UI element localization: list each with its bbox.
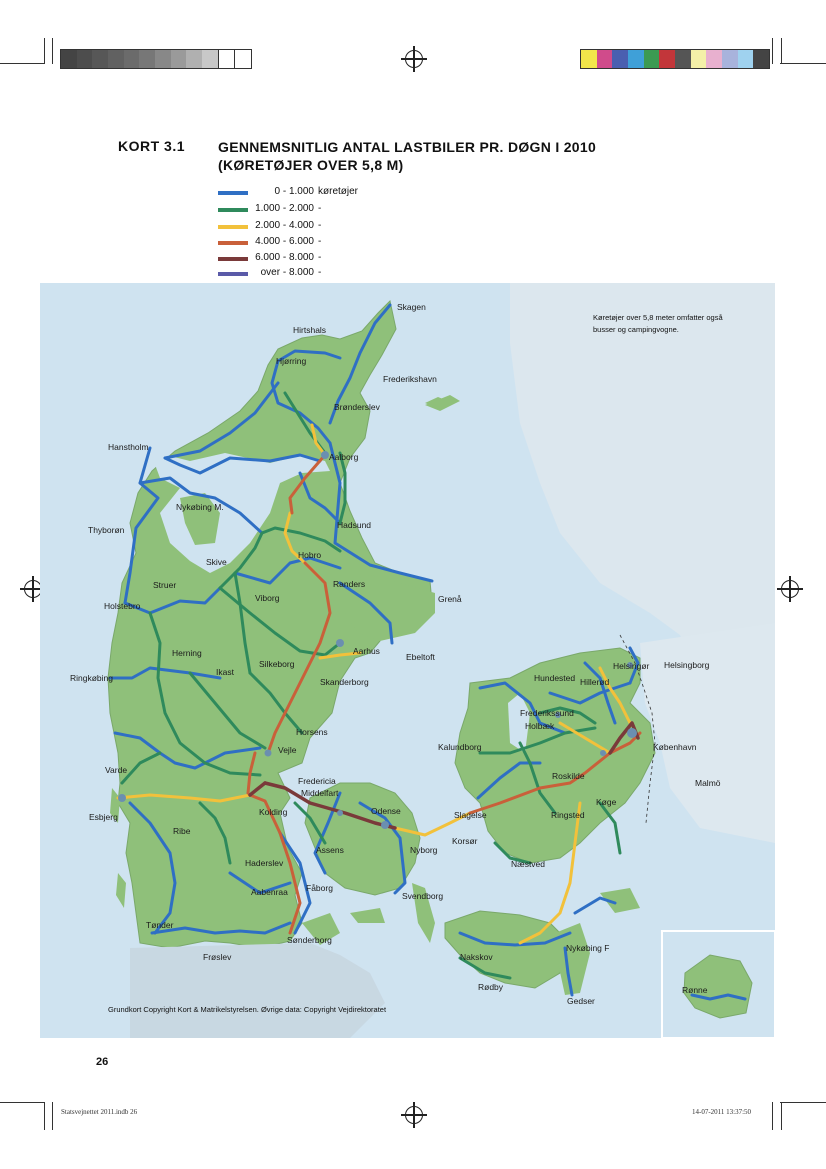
legend-swatch: [218, 225, 248, 229]
legend-unit: køretøjer: [318, 186, 358, 197]
place-fredericia: Fredericia: [298, 776, 336, 786]
place-kobenhavn: København: [653, 742, 697, 752]
legend-swatch: [218, 257, 248, 261]
legend-unit: -: [318, 236, 322, 247]
place-aarhus: Aarhus: [353, 646, 380, 656]
place-kolding: Kolding: [259, 807, 288, 817]
color-bar: [580, 49, 770, 69]
legend-range: 4.000 - 6.000: [255, 236, 314, 247]
legend-range: 6.000 - 8.000: [255, 252, 314, 263]
grayscale-bar: [60, 49, 252, 69]
place-svendborg: Svendborg: [402, 891, 444, 901]
place-grena: Grenå: [438, 594, 462, 604]
place-helsingborg: Helsingborg: [664, 660, 710, 670]
place-rodby: Rødby: [478, 982, 504, 992]
footer-file: Statsvejnettet 2011.indb 26: [61, 1108, 138, 1116]
map-title-line2: (KØRETØJER OVER 5,8 M): [218, 157, 404, 173]
place-roskilde: Roskilde: [552, 771, 585, 781]
place-frederikssund: Frederikssund: [520, 708, 574, 718]
place-hirtshals: Hirtshals: [293, 325, 327, 335]
place-gedser: Gedser: [567, 996, 595, 1006]
place-horsens: Horsens: [296, 727, 328, 737]
legend-unit: -: [318, 252, 322, 263]
place-skive: Skive: [206, 557, 227, 567]
place-froslev: Frøslev: [203, 952, 232, 962]
place-ringkobing: Ringkøbing: [70, 673, 113, 683]
place-aabenraa: Aabenraa: [251, 887, 288, 897]
place-thyboron: Thyborøn: [88, 525, 125, 535]
place-odense: Odense: [371, 806, 401, 816]
place-ringsted: Ringsted: [551, 810, 585, 820]
place-malmo: Malmö: [695, 778, 721, 788]
legend-swatch: [218, 208, 248, 212]
legend-range: over - 8.000: [260, 267, 314, 278]
place-bronderslev: Brønderslev: [334, 402, 380, 412]
place-hillerod: Hillerød: [580, 677, 610, 687]
place-ronne: Rønne: [682, 985, 708, 995]
place-hanstholm: Hanstholm: [108, 442, 149, 452]
place-nyborg: Nyborg: [410, 845, 438, 855]
place-esbjerg: Esbjerg: [89, 812, 118, 822]
place-tonder: Tønder: [146, 920, 174, 930]
place-nykobing-f: Nykøbing F: [566, 943, 610, 953]
registration-mark-top: [405, 50, 423, 68]
place-holstebro: Holstebro: [104, 601, 141, 611]
map-title: [218, 138, 596, 174]
legend-range: 1.000 - 2.000: [255, 203, 314, 214]
map-note-line2: busser og campingvogne.: [593, 325, 679, 334]
registration-mark-bottom: [405, 1106, 423, 1124]
legend-range: 0 - 1.000: [274, 186, 314, 197]
legend-unit: -: [318, 203, 322, 214]
legend-range: 2.000 - 4.000: [255, 220, 314, 231]
place-nakskov: Nakskov: [460, 952, 493, 962]
place-ikast: Ikast: [216, 667, 234, 677]
map-number: KORT 3.1: [118, 138, 186, 154]
place-aalborg: Aalborg: [329, 452, 359, 462]
place-skagen: Skagen: [397, 302, 426, 312]
place-middelfart: Middelfart: [301, 788, 339, 798]
place-hobro: Hobro: [298, 550, 322, 560]
place-assens: Assens: [316, 845, 344, 855]
place-herning: Herning: [172, 648, 202, 658]
place-holbaek: Holbæk: [525, 721, 555, 731]
place-haderslev: Haderslev: [245, 858, 284, 868]
place-silkeborg: Silkeborg: [259, 659, 295, 669]
footer-timestamp: 14-07-2011 13:37:50: [692, 1108, 752, 1116]
place-frederikshavn: Frederikshavn: [383, 374, 437, 384]
registration-mark-right: [781, 580, 799, 598]
place-viborg: Viborg: [255, 593, 280, 603]
place-randers: Randers: [333, 579, 366, 589]
place-skanderborg: Skanderborg: [320, 677, 369, 687]
place-hjorring: Hjørring: [276, 356, 307, 366]
map-title-line1: GENNEMSNITLIG ANTAL LASTBILER PR. DØGN I 2010: [218, 139, 597, 155]
legend-swatch: [218, 272, 248, 276]
place-varde: Varde: [105, 765, 128, 775]
place-slagelse: Slagelse: [454, 810, 487, 820]
legend-unit: -: [318, 220, 322, 231]
page-number: 26: [96, 1056, 109, 1068]
place-vejle: Vejle: [278, 745, 297, 755]
legend-swatch: [218, 241, 248, 245]
place-helsingor: Helsingør: [613, 661, 650, 671]
place-kalundborg: Kalundborg: [438, 742, 482, 752]
map-copyright: Grundkort Copyright Kort & Matrikelstyrelsen. Øvrige data: Copyright Vejdirektoratet: [108, 1005, 387, 1014]
place-hadsund: Hadsund: [337, 520, 372, 530]
place-struer: Struer: [153, 580, 177, 590]
map-note-line1: Køretøjer over 5,8 meter omfatter også: [593, 313, 723, 322]
place-ribe: Ribe: [173, 826, 191, 836]
place-ebeltoft: Ebeltoft: [406, 652, 435, 662]
place-hundested: Hundested: [534, 673, 576, 683]
place-koge: Køge: [596, 797, 617, 807]
legend-unit: -: [318, 267, 322, 278]
place-faborg: Fåborg: [306, 883, 333, 893]
legend-swatch: [218, 191, 248, 195]
place-nykobing-m: Nykøbing M.: [176, 502, 224, 512]
place-korsor: Korsør: [452, 836, 478, 846]
denmark-truck-traffic-map: [40, 283, 775, 1038]
place-naestved: Næstved: [511, 859, 546, 869]
place-sonderborg: Sønderborg: [287, 935, 332, 945]
